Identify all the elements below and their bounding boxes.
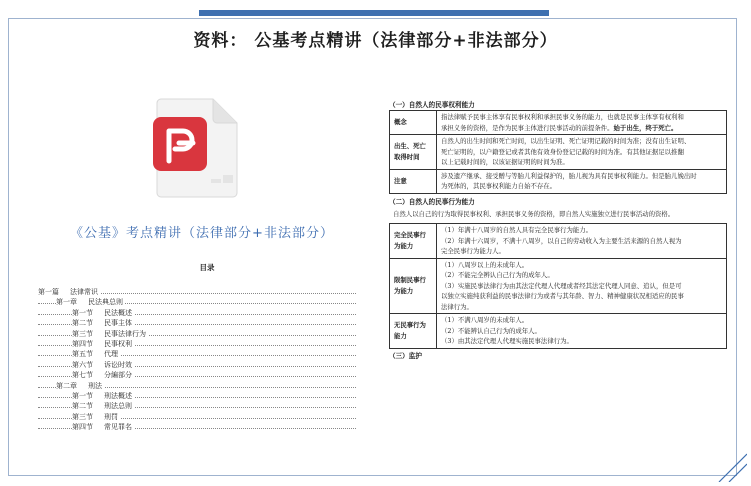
toc-item-text [72, 350, 120, 358]
table-row [390, 111, 727, 135]
toc-item[interactable] [38, 339, 356, 349]
row-line: 自然人的出生时间和死亡时间，以出生证明、死亡证明记载的时间为准；没有出生证明、 [441, 137, 691, 145]
toc-item-label: 代理 [104, 350, 118, 359]
table-row [390, 314, 727, 349]
row-content [437, 314, 727, 349]
toc-item[interactable] [38, 308, 356, 318]
toc-item[interactable] [38, 370, 356, 380]
toc-item-label: 分編部分 [104, 371, 132, 380]
capacity-table [389, 110, 727, 194]
row-key: 无民事行为能力 [390, 314, 437, 349]
row-line: （2）年满十六周岁，不满十八周岁，以自己的劳动收入为主要生活来源的自然人视为 [441, 236, 682, 245]
row-line: 为死体的，其民事权利能力自始不存在。 [441, 182, 557, 190]
row-key: 出生、死亡取得时间 [390, 135, 437, 170]
row-line: 死亡证明的，以户籍登记或者其他有效身份登记记载的时间为准。有其他证据足以推翻 [441, 147, 684, 156]
row-line: 指法律赋予民事主体享有民事权利和承担民事义务的能力，也就是民事主体享有权利和 [441, 113, 684, 121]
toc-item-label: 法律常识 [70, 288, 98, 296]
toc-item-label: 诉讼时效 [104, 360, 132, 369]
toc-item-number: 第四节 [72, 339, 93, 348]
toc-item[interactable] [38, 381, 356, 391]
toc-item-label: 民法概述 [104, 308, 132, 317]
row-line: 以独立实施纯获利益的民事法律行为或者与其年龄、智力、精神健康状况相适应的民事 [441, 292, 684, 300]
toc-item-text [56, 298, 125, 306]
toc-item-label: 刑法概述 [104, 391, 132, 400]
toc-item[interactable] [38, 360, 356, 370]
toc-item-label: 刑法总则 [104, 402, 132, 411]
table-row [390, 224, 727, 259]
toc-item[interactable] [38, 412, 356, 422]
toc-rows [38, 287, 356, 432]
toc-item-text [56, 382, 104, 390]
toc-item-text [72, 392, 134, 400]
row-line: 以上记载时间的，以该证据证明的时间为准。 [441, 158, 569, 166]
toc-item[interactable] [38, 287, 356, 297]
top-accent-bar [199, 10, 549, 16]
toc-item-text [72, 371, 134, 379]
row-line: 法律行为。 [441, 302, 473, 311]
row-line: 承担义务的资格，是作为民事主体进行民事活动的前提条件。始于出生，终于死亡。 [441, 123, 678, 132]
row-line: （3）由其法定代理人代理实施民事法律行为。 [441, 337, 573, 345]
toc-item-text [38, 288, 100, 296]
toc-item-number: 第三节 [72, 329, 93, 338]
row-content [437, 169, 727, 193]
toc-item-label: 刑法 [88, 381, 102, 390]
toc-item-number: 第二节 [72, 319, 93, 328]
toc-item-number: 第一节 [72, 391, 93, 400]
toc-item-label: 刑罚 [104, 412, 118, 421]
row-line: （2）不能辨认自己行为的成年人。 [441, 326, 541, 335]
row-line: （2）不能完全辨认自己行为的成年人。 [441, 271, 554, 279]
section-heading-3: （三）监护 [389, 351, 422, 360]
toc-item[interactable] [38, 422, 356, 432]
toc-item[interactable] [38, 401, 356, 411]
toc-item-label: 民事权利 [104, 339, 132, 348]
row-key: 完全民事行为能力 [390, 224, 437, 259]
row-line: （1）八周岁以上的未成年人。 [441, 260, 529, 269]
toc-item-label: 常见罪名 [104, 423, 132, 432]
row-key: 概念 [390, 111, 437, 135]
toc-item-text [72, 402, 134, 410]
section-2-description: 自然人以自己的行为取得民事权利、承担民事义务的资格，即自然人实施独立进行民事活动的资格。 [393, 209, 675, 218]
table-row [390, 169, 727, 193]
wps-pdf-file-icon[interactable] [153, 95, 241, 199]
section-heading-1: （一）自然人的民事权利能力 [389, 101, 475, 109]
row-line: （3）实施民事法律行为由其法定代理人代理或者经其法定代理人同意、追认，但是可 [441, 281, 682, 290]
toc-item[interactable] [38, 318, 356, 328]
row-content [437, 258, 727, 314]
toc-item[interactable] [38, 297, 356, 307]
table-row [390, 135, 727, 170]
toc-item[interactable] [38, 349, 356, 359]
table-of-contents [38, 262, 356, 432]
table-row [390, 258, 727, 314]
row-key: 限制民事行为能力 [390, 258, 437, 314]
row-key: 注意 [390, 169, 437, 193]
toc-item-number: 第七节 [72, 371, 93, 380]
toc-item-text [72, 340, 134, 348]
toc-item-number: 第一章 [56, 298, 77, 307]
row-content [437, 111, 727, 135]
toc-item-text [72, 361, 134, 369]
toc-item-number: 第五节 [72, 350, 93, 359]
corner-decoration-icon [713, 448, 747, 482]
toc-heading: 目录 [199, 263, 215, 272]
row-content [437, 135, 727, 170]
behavior-capacity-table [389, 223, 727, 349]
toc-item-label: 民法典总则 [88, 298, 123, 307]
toc-item-number: 第一节 [72, 308, 93, 317]
toc-item-label: 民事法律行为 [104, 329, 146, 338]
toc-item-number: 第三节 [72, 412, 93, 421]
toc-item-text [72, 330, 148, 338]
toc-item[interactable] [38, 391, 356, 401]
toc-item-number: 第二节 [72, 402, 93, 411]
document-excerpt [389, 100, 727, 361]
row-line: （1）不满八周岁的未成年人。 [441, 316, 529, 324]
toc-item-number: 第二章 [56, 381, 77, 390]
toc-item-text [72, 423, 134, 431]
toc-item[interactable] [38, 329, 356, 339]
row-line: 涉及遗产继承、接受赠与等胎儿利益保护的，胎儿视为具有民事权利能力。但是胎儿娩出时 [441, 171, 697, 180]
row-line: （1）年满十八周岁的自然人具有完全民事行为能力。 [441, 226, 593, 234]
toc-item-number: 第六节 [72, 360, 93, 369]
file-name-label[interactable]: 《公基》考点精讲（法律部分+非法部分） [70, 226, 334, 241]
toc-item-label: 民事主体 [104, 319, 132, 328]
toc-item-text [72, 309, 134, 317]
toc-item-number: 第四节 [72, 423, 93, 432]
row-emphasis: 始于出生，终于死亡。 [613, 123, 678, 132]
section-heading-2: （二）自然人的民事行为能力 [389, 197, 475, 206]
row-line: 完全民事行为能力人。 [441, 247, 505, 255]
row-content [437, 224, 727, 259]
toc-item-text [72, 413, 120, 421]
toc-item-text [72, 319, 134, 327]
toc-item-number: 第一篇 [38, 288, 59, 296]
page-title: 资料： 公基考点精讲（法律部分+非法部分） [193, 31, 558, 51]
